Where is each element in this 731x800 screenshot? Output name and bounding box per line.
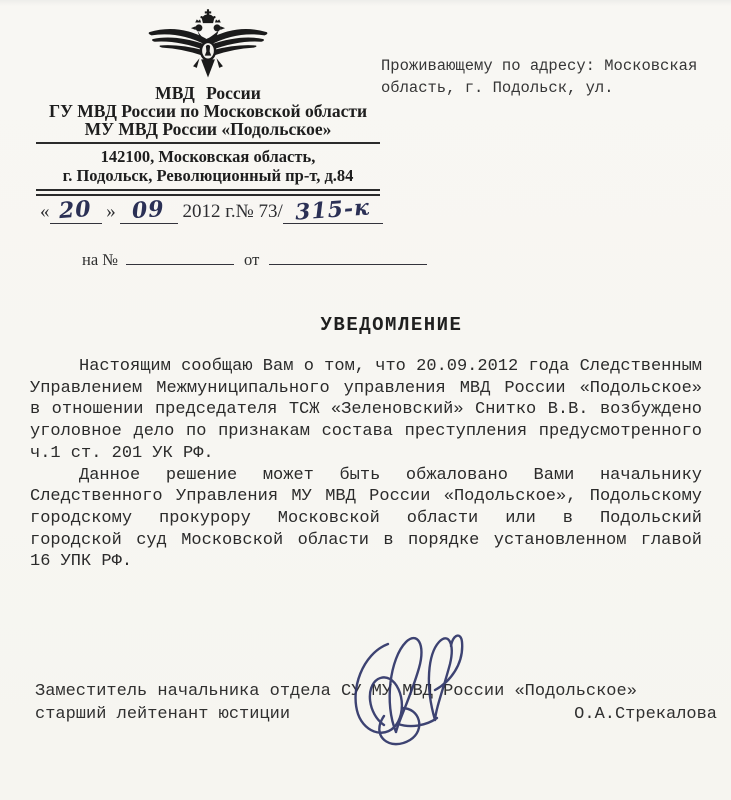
handwritten-month: 09 [131, 195, 166, 225]
ot-label: от [244, 250, 260, 269]
handwritten-signature [338, 628, 513, 758]
ot-blank-underline [269, 250, 427, 265]
open-quote: « [40, 201, 50, 222]
org-address-line1: 142100, Московская область, [100, 147, 316, 166]
na-label: на № [82, 250, 119, 269]
printed-date-number: 2012 г.№ 73/ [182, 201, 283, 222]
handwritten-day: 20 [58, 195, 93, 225]
signer-position-line2: старший лейтенант юстиции [35, 704, 291, 724]
org-name-line3: МУ МВД России «Подольское» [84, 119, 332, 139]
mvd-double-eagle-emblem-icon [144, 8, 272, 84]
org-name-line1: МВД России [155, 83, 261, 103]
document-title: УВЕДОМЛЕНИЕ [320, 314, 463, 336]
paragraph-2: Данное решение может быть обжаловано Вами начальнику Следственного Управления МУ МВД России «Подольское», Подольскому городскому прокурору Московской области или в Подольский городской суд Московской области в порядке установленном главой 16 УПК РФ. [30, 465, 702, 572]
org-address-line2: г. Подольск, Революционный пр-т, д.84 [62, 165, 354, 185]
date-number-line [36, 194, 380, 237]
handwritten-number: 315-к [294, 194, 372, 226]
double-divider-line [36, 189, 380, 196]
close-quote: » [106, 201, 116, 222]
paragraph-1: Настоящим сообщаю Вам о том, что 20.09.2012 года Следственным Управлением Межмуниципального управления МВД России «Подольское» в отношении председателя ТСЖ «Зеленовский» Снитко В.В. возбуждено уголовное дело по признакам состава преступления предусмотренного ч.1 ст. 201 УК РФ. [30, 357, 702, 463]
body-text [30, 356, 702, 573]
reference-line [36, 250, 380, 270]
na-blank-underline [126, 250, 234, 265]
addressee-block: Проживающему по адресу: Московская область, г. Подольск, ул. [381, 57, 698, 97]
divider-line [36, 142, 380, 144]
day-underline [50, 195, 102, 225]
letterhead [36, 4, 380, 270]
number-underline [283, 194, 383, 226]
month-underline [120, 195, 178, 225]
signer-position-line1: Заместитель начальника отдела СУ МУ МВД России «Подольское» [35, 682, 637, 701]
signer-name: О.А.Стрекалова [574, 704, 717, 724]
org-name-line2: ГУ МВД России по Московской области [48, 101, 368, 121]
